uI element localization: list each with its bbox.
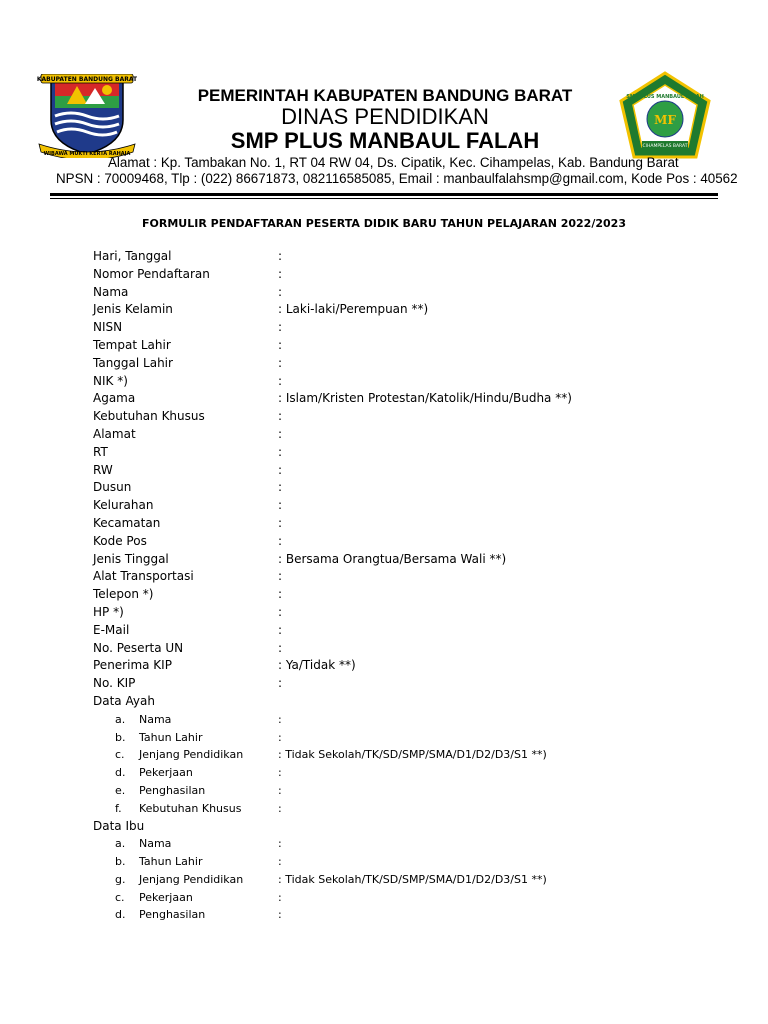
field-label: Pekerjaan [139, 766, 193, 780]
form-title: FORMULIR PENDAFTARAN PESERTA DIDIK BARU TAHUN PELAJARAN 2022/2023 [142, 217, 626, 230]
field-value: : [278, 569, 283, 584]
field-value: : [278, 320, 283, 335]
field-label: Jenjang Pendidikan [139, 872, 244, 886]
field-label: Kebutuhan Khusus [139, 801, 242, 815]
field-label: No. Peserta UN [93, 640, 184, 655]
ibu-row-tahun-lahir [93, 853, 733, 871]
field-row-jenis-tinggal [93, 551, 733, 569]
field-value: : Tidak Sekolah/TK/SD/SMP/SMA/D1/D2/D3/S1 **) [278, 872, 547, 886]
field-label: Dusun [93, 480, 132, 495]
field-label: Tahun Lahir [139, 855, 203, 869]
field-value: : Ya/Tidak **) [278, 658, 356, 673]
field-row-tempat-lahir [93, 337, 733, 355]
field-label: Nama [93, 284, 129, 299]
field-label: Nama [139, 712, 172, 726]
field-label: Kelurahan [93, 498, 154, 513]
field-row-no-peserta-un [93, 640, 733, 658]
field-row-kelurahan [93, 497, 733, 515]
field-row-alat-transportasi [93, 568, 733, 586]
ibu-row-jenjang-pendidikan [93, 871, 733, 889]
field-value: : [278, 783, 282, 797]
field-label: No. KIP [93, 676, 136, 691]
field-value: : [278, 284, 283, 299]
field-label: Hari, Tanggal [93, 249, 172, 263]
section-data-ayah [93, 693, 733, 711]
field-value: : [278, 249, 283, 263]
field-row-jenis-kelamin [93, 301, 733, 319]
field-label: E-Mail [93, 622, 130, 637]
field-label: RT [93, 444, 108, 459]
list-marker: c. [115, 748, 125, 762]
field-value: : [278, 908, 282, 922]
list-marker: c. [115, 890, 125, 904]
field-value: : [278, 266, 283, 281]
field-label: Penghasilan [139, 783, 206, 797]
list-marker: a. [115, 712, 126, 726]
ibu-row-pekerjaan [93, 889, 733, 907]
form-fields [93, 248, 733, 924]
ayah-row-jenjang-pendidikan [93, 746, 733, 764]
field-value: : [278, 498, 283, 513]
field-label: Penghasilan [139, 908, 206, 922]
school-logo-bottom-text: CIHAMPELAS BARAT [642, 144, 688, 149]
field-value: : [278, 337, 283, 352]
list-marker: b. [115, 855, 126, 869]
field-label: Kebutuhan Khusus [93, 409, 205, 424]
field-value: : Tidak Sekolah/TK/SD/SMP/SMA/D1/D2/D3/S1 **) [278, 748, 547, 762]
ayah-row-kebutuhan-khusus [93, 800, 733, 818]
kabupaten-logo [37, 74, 137, 158]
field-label: Telepon *) [93, 587, 154, 602]
field-label: Jenis Tinggal [93, 551, 169, 566]
list-marker: a. [115, 837, 126, 851]
field-row-agama [93, 390, 733, 408]
field-label: NIK *) [93, 373, 128, 388]
field-label: Alamat [93, 426, 136, 441]
field-value: : [278, 855, 282, 869]
field-row-penerima-kip [93, 657, 733, 675]
field-value: : [278, 640, 283, 655]
field-label: Jenis Kelamin [93, 302, 173, 317]
field-value: : [278, 515, 283, 530]
list-marker: g. [115, 872, 126, 886]
field-row-kecamatan [93, 515, 733, 533]
ayah-row-pekerjaan [93, 764, 733, 782]
field-value: : [278, 676, 283, 691]
header-department-name: DINAS PENDIDIKAN [281, 104, 489, 129]
field-value: : [278, 622, 283, 637]
field-label: NISN [93, 320, 123, 335]
field-label: Jenjang Pendidikan [139, 748, 244, 762]
field-row-kebutuhan-khusus [93, 408, 733, 426]
field-value: : [278, 712, 282, 726]
field-label: Tanggal Lahir [93, 355, 173, 370]
field-row-no-kip [93, 675, 733, 693]
section-data-ibu [93, 818, 733, 836]
field-row-tanggal-lahir [93, 355, 733, 373]
list-marker: d. [115, 908, 126, 922]
field-value: : [278, 480, 283, 495]
field-row-nik [93, 373, 733, 391]
kabupaten-logo-top-text: KABUPATEN BANDUNG BARAT [37, 76, 137, 83]
school-logo-monogram: MF [654, 113, 676, 127]
field-row-dusun [93, 479, 733, 497]
ayah-row-tahun-lahir [93, 729, 733, 747]
field-row-hari-tanggal [93, 248, 733, 266]
field-label: Alat Transportasi [93, 569, 194, 584]
field-row-rt [93, 444, 733, 462]
header-divider-thin [50, 198, 718, 199]
field-value: : [278, 355, 283, 370]
field-value: : [278, 730, 282, 744]
field-value: : [278, 533, 283, 548]
school-logo-top-text: SMP PLUS MANBAUL FALAH [626, 94, 704, 100]
header-divider-thick [50, 193, 718, 196]
header-school-name: SMP PLUS MANBAUL FALAH [230, 128, 540, 153]
field-value: : Bersama Orangtua/Bersama Wali **) [278, 551, 507, 566]
field-value: : [278, 444, 283, 459]
field-label: Kecamatan [93, 515, 161, 530]
header-government-name: PEMERINTAH KABUPATEN BANDUNG BARAT [197, 86, 573, 105]
ayah-row-nama [93, 711, 733, 729]
field-label: Agama [93, 391, 136, 406]
field-value: : [278, 837, 282, 851]
field-row-nomor-pendaftaran [93, 266, 733, 284]
field-value: : [278, 890, 282, 904]
field-row-alamat [93, 426, 733, 444]
field-row-nama [93, 284, 733, 302]
field-value: : [278, 409, 283, 424]
field-row-telepon [93, 586, 733, 604]
field-value: : [278, 373, 283, 388]
field-row-email [93, 622, 733, 640]
kabupaten-logo-motto-text: WIBAWA MUKTI KERTA RAHAJA [43, 151, 131, 157]
field-label: HP *) [93, 604, 124, 619]
list-marker: f. [115, 801, 122, 815]
field-row-nisn [93, 319, 733, 337]
field-row-kode-pos [93, 533, 733, 551]
ibu-row-nama [93, 835, 733, 853]
field-value: : [278, 587, 283, 602]
field-value: : [278, 766, 282, 780]
field-value: : [278, 462, 283, 477]
field-label: Tahun Lahir [139, 730, 203, 744]
field-value: : [278, 801, 282, 815]
list-marker: e. [115, 783, 126, 797]
field-row-rw [93, 462, 733, 480]
field-label: Pekerjaan [139, 890, 193, 904]
field-label: RW [93, 462, 113, 477]
field-label: Tempat Lahir [93, 337, 171, 352]
field-row-hp [93, 604, 733, 622]
field-label: Nomor Pendaftaran [93, 266, 210, 281]
ibu-row-penghasilan [93, 906, 733, 924]
list-marker: b. [115, 730, 126, 744]
header-address: Alamat : Kp. Tambakan No. 1, RT 04 RW 04, Ds. Cipatik, Kec. Cihampelas, Kab. Bandung Barat [108, 155, 679, 170]
ayah-row-penghasilan [93, 782, 733, 800]
list-marker: d. [115, 766, 126, 780]
field-label: Penerima KIP [93, 658, 172, 673]
field-label: Kode Pos [93, 533, 147, 548]
school-logo [618, 71, 712, 159]
field-value: : [278, 604, 283, 619]
field-label: Nama [139, 837, 172, 851]
field-value: : [278, 426, 283, 441]
section-label: Data Ibu [93, 818, 145, 833]
field-value: : Laki-laki/Perempuan **) [278, 302, 429, 317]
section-label: Data Ayah [93, 693, 155, 708]
field-value: : Islam/Kristen Protestan/Katolik/Hindu/Budha **) [278, 391, 572, 406]
header-contact: NPSN : 70009468, Tlp : (022) 86671873, 082116585085, Email : manbaulfalahsmp@gmail.com, Kode Pos : 40562 [56, 171, 738, 186]
